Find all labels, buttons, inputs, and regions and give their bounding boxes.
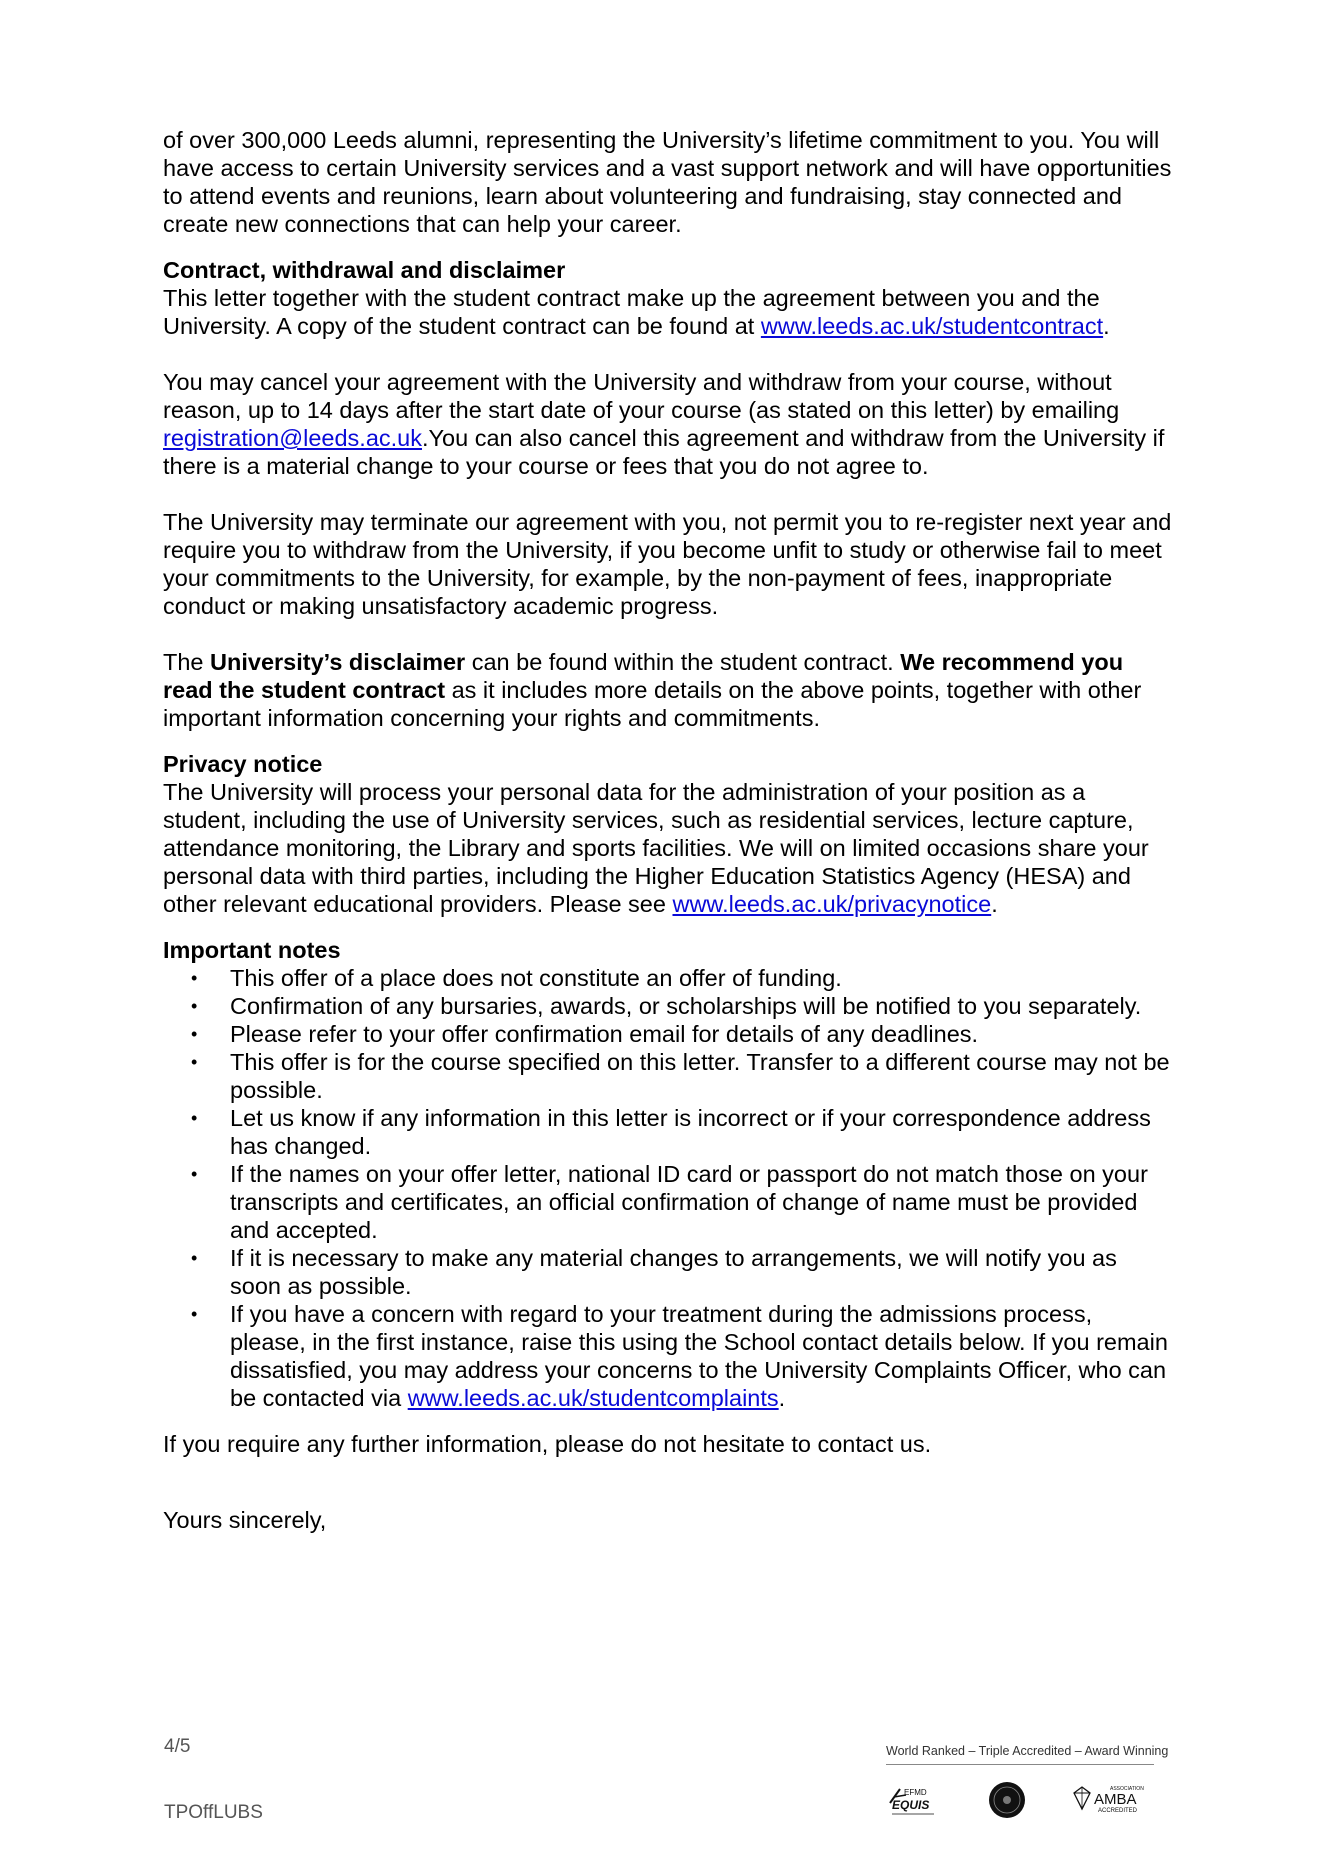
student-contract-link[interactable]: www.leeds.ac.uk/studentcontract [760,313,1104,339]
registration-email-link[interactable]: registration@leeds.ac.uk [163,425,422,451]
aacsb-logo [988,1781,1026,1819]
list-item: • If the names on your offer letter, national ID card or passport do not match those on your transcripts and certificates, an official confirmation of change of name must be provided and accepted. [191,1161,1148,1243]
intro-paragraph: of over 300,000 Leeds alumni, representing the University’s lifetime commitment to you. You will have access to certain University services and a vast support network and will have opportunities to attend events and reunions, learn about volunteering and fundraising, stay connected and create new connections that can help your career. [163,127,1172,237]
bullet-icon: • [191,968,198,988]
bullet-icon: • [191,1248,198,1268]
amba-sub-label: ACCREDITED [1098,1808,1138,1814]
contract-heading: Contract, withdrawal and disclaimer [163,257,566,283]
contract-paragraph-1: This letter together with the student contract make up the agreement between you and the University. A copy of the student contract can be found at www.leeds.ac.uk/studentcontract. [163,285,1110,339]
accreditation-logos [886,1781,1154,1819]
page-number: 4/5 [164,1736,191,1757]
accreditation-text: World Ranked – Triple Accredited – Award Winning [886,1744,1169,1758]
bullet-icon: • [191,1108,198,1128]
letter-body [163,126,1173,1534]
bullet-icon: • [191,996,198,1016]
notes-heading: Important notes [163,937,341,963]
signoff: Yours sincerely, [163,1507,327,1533]
amba-top-label: ASSOCIATION [1110,1786,1144,1792]
list-item: • If it is necessary to make any material changes to arrangements, we will notify you as soon as possible. [191,1245,1117,1299]
equis-label: EQUIS [892,1798,930,1812]
further-info-paragraph: If you require any further information, please do not hesitate to contact us. [163,1431,932,1457]
accreditation-block [886,1744,1169,1819]
disclaimer-paragraph: The University’s disclaimer can be found within the student contract. We recommend you read the student contract as it includes more details on the above points, together with other important information concerning your rights and commitments. [163,649,1142,731]
accreditation-divider [886,1764,1154,1765]
privacy-heading: Privacy notice [163,751,323,777]
equis-logo [886,1781,944,1819]
list-item: • Let us know if any information in this letter is incorrect or if your correspondence address has changed. [191,1105,1151,1159]
list-item: • Confirmation of any bursaries, awards, or scholarships will be notified to you separately. [191,993,1142,1019]
student-complaints-link[interactable]: www.leeds.ac.uk/studentcomplaints [407,1385,779,1411]
list-item: • This offer is for the course specified on this letter. Transfer to a different course may not be possible. [191,1049,1170,1103]
bullet-icon: • [191,1024,198,1044]
efmd-label: EFMD [904,1788,927,1797]
amba-label: AMBA [1094,1791,1137,1808]
list-item: • Please refer to your offer confirmation email for details of any deadlines. [191,1021,979,1047]
contract-paragraph-2: You may cancel your agreement with the University and withdraw from your course, without reason, up to 14 days after the start date of your course (as stated on this letter) by emailing registration@leeds.ac.uk.You can also cancel this agreement and withdraw from the University if there is a material change to your course or fees that you do not agree to. [163,369,1165,479]
amba-logo [1070,1783,1154,1817]
privacy-notice-link[interactable]: www.leeds.ac.uk/privacynotice [672,891,992,917]
list-item: • This offer of a place does not constitute an offer of funding. [191,965,842,991]
bullet-icon: • [191,1052,198,1072]
privacy-paragraph: The University will process your personal data for the administration of your position as a student, including the use of University services, such as residential services, lecture capture, attendance monitoring, the Library and sports facilities. We will on limited occasions share your personal data with third parties, including the Higher Education Statistics Agency (HESA) and other relevant educational providers. Please see www.leeds.ac.uk/privacynotice. [163,779,1149,917]
contract-paragraph-3: The University may terminate our agreement with you, not permit you to re-register next year and require you to withdraw from the University, if you become unfit to study or otherwise fail to meet your commitments to the University, for example, by the non-payment of fees, inappropriate conduct or making unsatisfactory academic progress. [163,509,1172,619]
important-notes-list [163,964,1173,1412]
bullet-icon: • [191,1164,198,1184]
list-item: • If you have a concern with regard to your treatment during the admissions process, please, in the first instance, raise this using the School contact details below. If you remain dissatisfied, you may address your concerns to the University Complaints Officer, who can be contacted via www.leeds.ac.uk/studentcomplaints. [191,1301,1168,1411]
document-code: TPOffLUBS [164,1802,263,1823]
bullet-icon: • [191,1304,198,1324]
